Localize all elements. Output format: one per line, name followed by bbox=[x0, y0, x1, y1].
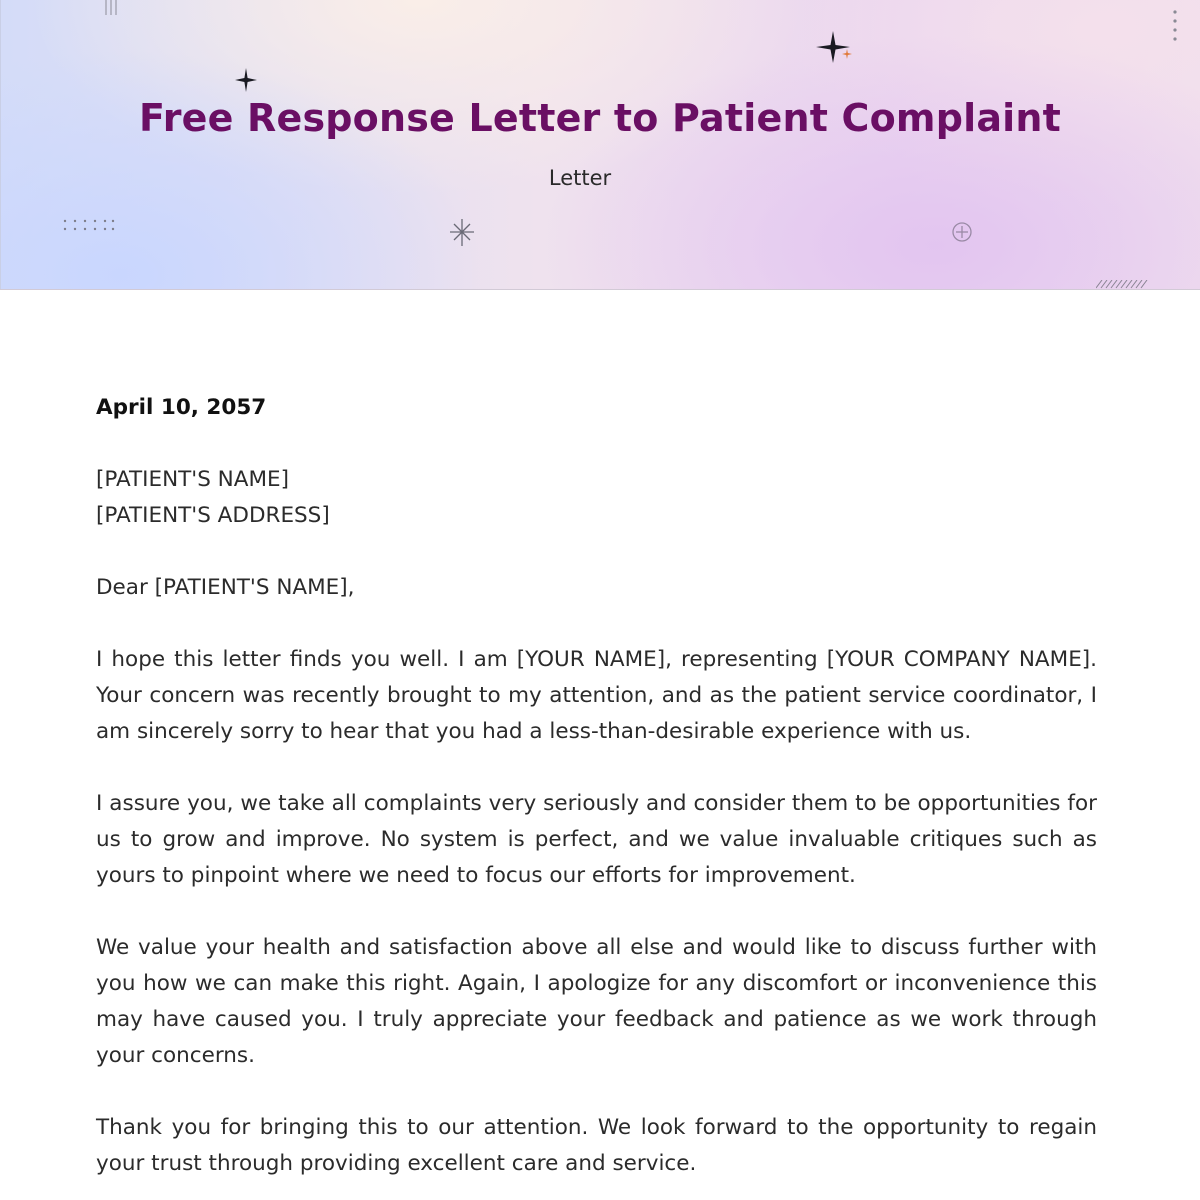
recipient-name: [PATIENT'S NAME] bbox=[96, 467, 289, 492]
sparkle-star-icon bbox=[816, 31, 856, 65]
small-star-icon bbox=[234, 67, 258, 93]
recipient-block bbox=[96, 462, 1097, 534]
header-banner bbox=[0, 0, 1200, 290]
recipient-address: [PATIENT'S ADDRESS] bbox=[96, 503, 330, 528]
diagonal-hatch-icon bbox=[1096, 280, 1148, 289]
paragraph-3: We value your health and satisfaction above all else and would like to discuss further with you how we can make this right. Again, I apologize for any discomfort or inconvenience this may have caused you. I truly appreciate your feedback and patience as we work through your concerns. bbox=[96, 935, 1097, 1068]
document-subtitle: Letter bbox=[548, 166, 612, 190]
letter-body bbox=[96, 390, 1097, 1200]
paragraph-1: I hope this letter finds you well. I am [YOUR NAME], representing [YOUR COMPANY NAME]. Your concern was recently brought to my attention, and as the patient service coordinator, I am sincerely sorry to hear that you had a less-than-desirable experience with us. bbox=[96, 647, 1097, 744]
salutation: Dear [PATIENT'S NAME], bbox=[96, 575, 355, 600]
vertical-lines-icon bbox=[104, 0, 120, 18]
paragraph-2: I assure you, we take all complaints very seriously and consider them to be opportunities for us to grow and improve. No system is perfect, and we value invaluable critiques such as yours to pinpoint where we need to focus our efforts for improvement. bbox=[96, 791, 1097, 888]
document-title: Free Response Letter to Patient Complaint bbox=[138, 96, 1062, 140]
dot-grid-icon bbox=[62, 218, 118, 234]
letter-date: April 10, 2057 bbox=[96, 395, 267, 420]
outline-star-icon bbox=[448, 218, 476, 248]
banner-edge bbox=[0, 0, 1, 289]
kebab-menu-icon[interactable] bbox=[1168, 8, 1182, 48]
plus-circle-icon bbox=[950, 220, 974, 244]
paragraph-4: Thank you for bringing this to our attention. We look forward to the opportunity to regain your trust through providing excellent care and service. bbox=[96, 1115, 1097, 1176]
